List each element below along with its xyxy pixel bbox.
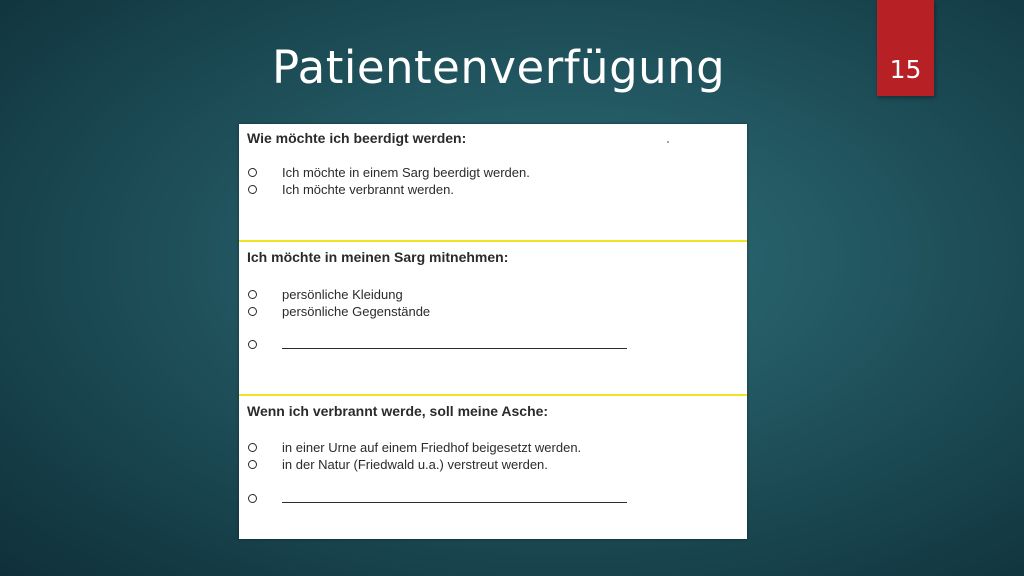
option-custom-ashes[interactable] [247, 491, 727, 508]
radio-circle-icon[interactable] [248, 460, 257, 469]
option-personal-items[interactable] [247, 304, 727, 321]
ashes-section [239, 396, 747, 539]
radio-circle-icon[interactable] [248, 494, 257, 503]
funeral-wishes-form [239, 124, 747, 539]
option-label: in einer Urne auf einem Friedhof beigesetzt werden. [282, 440, 582, 455]
option-cremation[interactable] [247, 182, 727, 199]
option-custom-item[interactable] [247, 337, 727, 354]
option-coffin-burial[interactable] [247, 165, 727, 182]
write-in-line[interactable] [282, 348, 627, 349]
section-heading: Wenn ich verbrannt werde, soll meine Asche: [247, 403, 549, 419]
option-label: persönliche Gegenstände [282, 304, 431, 319]
option-label: Ich möchte in einem Sarg beerdigt werden. [282, 165, 530, 180]
option-label: Ich möchte verbrannt werden. [282, 182, 454, 197]
radio-circle-icon[interactable] [248, 307, 257, 316]
option-personal-clothing[interactable] [247, 287, 727, 304]
page-number-badge: 15 [877, 0, 934, 96]
slide-title: Patientenverfügung [272, 41, 726, 94]
coffin-items-section [239, 242, 747, 394]
write-in-line[interactable] [282, 502, 627, 503]
option-label: persönliche Kleidung [282, 287, 403, 302]
scan-speck [667, 141, 669, 143]
radio-circle-icon[interactable] [248, 185, 257, 194]
radio-circle-icon[interactable] [248, 443, 257, 452]
option-label: in der Natur (Friedwald u.a.) verstreut werden. [282, 457, 548, 472]
section-heading: Wie möchte ich beerdigt werden: [247, 130, 467, 146]
radio-circle-icon[interactable] [248, 340, 257, 349]
radio-circle-icon[interactable] [248, 168, 257, 177]
section-heading: Ich möchte in meinen Sarg mitnehmen: [247, 249, 509, 265]
option-nature-scatter[interactable] [247, 457, 727, 474]
burial-type-section [239, 124, 747, 240]
radio-circle-icon[interactable] [248, 290, 257, 299]
option-urn-cemetery[interactable] [247, 440, 727, 457]
